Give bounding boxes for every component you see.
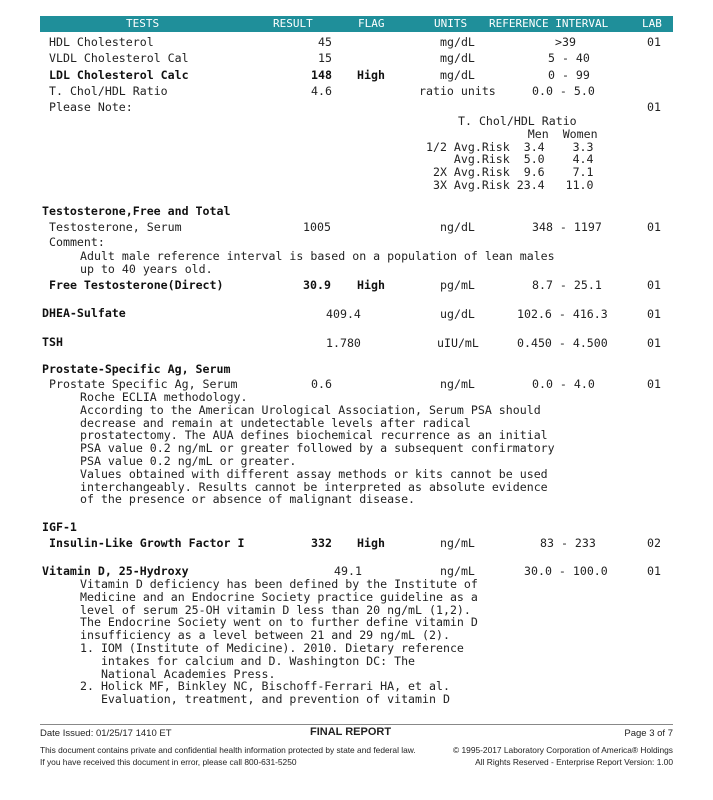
testosterone-serum-lab: 01 xyxy=(647,220,661,234)
ldl-name: LDL Cholesterol Calc xyxy=(49,68,189,82)
testosterone-section-title: Testosterone,Free and Total xyxy=(42,204,231,218)
risk-table-header: Men Women xyxy=(458,126,598,141)
vitd-units: ng/mL xyxy=(440,564,475,578)
risk-table-title: T. Chol/HDL Ratio xyxy=(458,114,577,128)
dhea-units: ug/dL xyxy=(440,307,475,321)
testosterone-comment xyxy=(80,250,555,276)
header-units: UNITS xyxy=(434,17,468,30)
psa-note-line: PSA value 0.2 ng/mL or greater followed by a subsequent confirmatory xyxy=(80,441,555,456)
psa-note-line: Values obtained with different assay methods or kits cannot be used xyxy=(80,466,548,481)
testosterone-serum-ref: 348 - 1197 xyxy=(532,220,602,234)
igf-result: 332 xyxy=(311,536,332,550)
ratio-result: 4.6 xyxy=(311,84,332,98)
igf-flag: High xyxy=(357,536,385,550)
psa-note-line: of the presence or absence of malignant disease. xyxy=(80,492,416,507)
psa-note-line: PSA value 0.2 ng/mL or greater. xyxy=(80,453,297,468)
free-testosterone-lab: 01 xyxy=(647,278,661,292)
vitd-ref: 30.0 - 100.0 xyxy=(524,564,608,578)
dhea-lab: 01 xyxy=(647,307,661,321)
hdl-lab: 01 xyxy=(647,35,661,49)
comment-line: up to 40 years old. xyxy=(80,261,213,276)
vitd-note-line: 2. Holick MF, Binkley NC, Bischoff-Ferrari HA, et al. xyxy=(80,679,450,694)
tsh-result: 1.780 xyxy=(326,336,361,350)
vitd-note-line: Vitamin D deficiency has been defined by the Institute of xyxy=(80,577,478,591)
free-testosterone-flag: High xyxy=(357,278,385,292)
psa-note-line: decrease and remain at undetectable levels after radical xyxy=(80,415,471,430)
hdl-units: mg/dL xyxy=(440,35,475,49)
psa-note-line: Roche ECLIA methodology. xyxy=(80,390,248,404)
header-flag: FLAG xyxy=(358,17,385,30)
hdl-result: 45 xyxy=(318,35,332,49)
vitd-note-line: National Academies Press. xyxy=(80,666,276,681)
header-lab: LAB xyxy=(642,17,662,30)
dhea-ref: 102.6 - 416.3 xyxy=(517,307,608,321)
risk-table xyxy=(426,115,598,192)
rights-version: All Rights Reserved - Enterprise Report Version: 1.00 xyxy=(475,757,673,767)
vldl-units: mg/dL xyxy=(440,51,475,65)
ldl-ref: 0 - 99 xyxy=(548,68,590,82)
risk-row-avg: Avg.Risk 5.0 4.4 xyxy=(426,152,594,167)
vldl-ref: 5 - 40 xyxy=(548,51,590,65)
confidential-notice-1: This document contains private and confidential health information protected by state and federal law. xyxy=(40,745,416,755)
risk-row-2x: 2X Avg.Risk 9.6 7.1 xyxy=(426,165,594,180)
vitd-note-line: intakes for calcium and D. Washington DC: The xyxy=(80,653,416,668)
header-result: RESULT xyxy=(273,17,313,30)
free-testosterone-result: 30.9 xyxy=(303,278,331,292)
psa-result: 0.6 xyxy=(311,377,332,391)
testosterone-serum-result: 1005 xyxy=(303,220,331,234)
psa-notes xyxy=(80,391,555,506)
ldl-flag: High xyxy=(357,68,385,82)
ratio-name: T. Chol/HDL Ratio xyxy=(49,84,168,98)
vitd-name: Vitamin D, 25-Hydroxy xyxy=(42,564,189,578)
vldl-name: VLDL Cholesterol Cal xyxy=(49,51,189,65)
page-number: Page 3 of 7 xyxy=(624,728,673,739)
vitd-notes xyxy=(80,578,478,706)
hdl-name: HDL Cholesterol xyxy=(49,35,154,49)
psa-section-title: Prostate-Specific Ag, Serum xyxy=(42,362,231,376)
psa-note-line: prostatectomy. The AUA defines biochemical recurrence as an initial xyxy=(80,428,548,443)
tsh-units: uIU/mL xyxy=(437,336,479,350)
vitd-result: 49.1 xyxy=(334,564,362,578)
psa-lab: 01 xyxy=(647,377,661,391)
vitd-note-line: Evaluation, treatment, and prevention of vitamin D xyxy=(80,692,450,707)
please-note-label: Please Note: xyxy=(49,100,133,114)
tsh-ref: 0.450 - 4.500 xyxy=(517,336,608,350)
igf-section-title: IGF-1 xyxy=(42,520,77,534)
psa-note-line: interchangeably. Results cannot be interpreted as absolute evidence xyxy=(80,479,548,494)
final-report-label: FINAL REPORT xyxy=(310,726,392,738)
igf-name: Insulin-Like Growth Factor I xyxy=(49,536,245,550)
testosterone-serum-name: Testosterone, Serum xyxy=(49,220,182,234)
footer-divider xyxy=(40,724,673,725)
vitd-note-line: The Endocrine Society went on to further define vitamin D xyxy=(80,615,478,630)
vldl-result: 15 xyxy=(318,51,332,65)
ldl-result: 148 xyxy=(311,68,332,82)
copyright: © 1995-2017 Laboratory Corporation of America® Holdings xyxy=(453,745,673,755)
risk-row-3x: 3X Avg.Risk 23.4 11.0 xyxy=(426,177,594,192)
column-header-bar xyxy=(40,16,673,32)
free-testosterone-units: pg/mL xyxy=(440,278,475,292)
hdl-ref: >39 xyxy=(555,35,576,49)
date-issued: Date Issued: 01/25/17 1410 ET xyxy=(40,728,172,739)
ratio-units: ratio units xyxy=(419,84,496,98)
vitd-note-line: Medicine and an Endocrine Society practice guideline as a xyxy=(80,589,478,604)
ldl-units: mg/dL xyxy=(440,68,475,82)
free-testosterone-ref: 8.7 - 25.1 xyxy=(532,278,602,292)
header-tests: TESTS xyxy=(126,17,160,30)
free-testosterone-name: Free Testosterone(Direct) xyxy=(49,278,224,292)
psa-name: Prostate Specific Ag, Serum xyxy=(49,377,238,391)
igf-lab: 02 xyxy=(647,536,661,550)
risk-row-half: 1/2 Avg.Risk 3.4 3.3 xyxy=(426,139,594,154)
testosterone-serum-units: ng/dL xyxy=(440,220,475,234)
igf-units: ng/mL xyxy=(440,536,475,550)
psa-note-line: According to the American Urological Association, Serum PSA should xyxy=(80,402,541,417)
vitd-note-line: 1. IOM (Institute of Medicine). 2010. Dietary reference xyxy=(80,640,464,655)
tsh-lab: 01 xyxy=(647,336,661,350)
comment-label: Comment: xyxy=(49,235,105,249)
psa-ref: 0.0 - 4.0 xyxy=(532,377,595,391)
dhea-name: DHEA-Sulfate xyxy=(42,306,126,320)
vitd-note-line: level of serum 25-OH vitamin D less than 20 ng/mL (1,2). xyxy=(80,602,471,617)
psa-units: ng/mL xyxy=(440,377,475,391)
tsh-name: TSH xyxy=(42,335,63,349)
dhea-result: 409.4 xyxy=(326,307,361,321)
igf-ref: 83 - 233 xyxy=(540,536,596,550)
ratio-ref: 0.0 - 5.0 xyxy=(532,84,595,98)
vitd-note-line: insufficiency as a level between 21 and 29 ng/mL (2). xyxy=(80,628,450,643)
confidential-notice-2: If you have received this document in error, please call 800-631-5250 xyxy=(40,757,297,767)
comment-line: Adult male reference interval is based on a population of lean males xyxy=(80,249,555,263)
please-note-lab: 01 xyxy=(647,100,661,114)
vitd-lab: 01 xyxy=(647,564,661,578)
header-reference-interval: REFERENCE INTERVAL xyxy=(489,17,609,30)
